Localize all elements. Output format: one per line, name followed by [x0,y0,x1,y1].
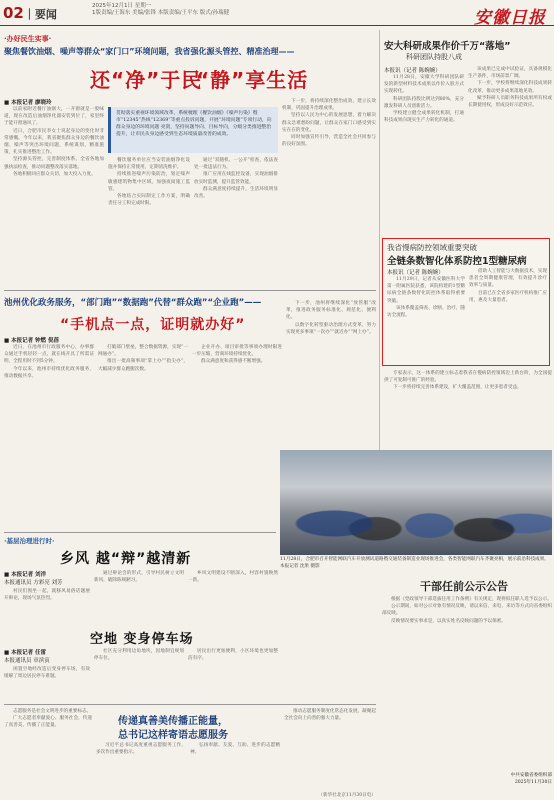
top-right-body-col1: 11月28日，安徽大学科研团队研发的新型材料技术成果以作价入股方式实现转化。 科研团队持股比例达到80%，充分激发科研人员创新活力。 学校建立健全成果转化机制，打通科技成果向现实生产力转化的通道。 [384,75,464,124]
top-right-subheadline: 科研团队持股八成 [406,53,462,61]
lead-body-col3: 通过“双随机、一公开”检查，依法查处一批违法行为。 推广应用在线监控设备，实现油烟排放实时监测，提升监管效能。 群众满意度持续提升，生活环境明显改善。 [194,158,278,200]
masthead [0,0,554,26]
section4-byline2: 本报通讯员 章滨寅 [4,658,50,664]
lead-kicker: ·办好民生实事· [4,35,52,43]
section5-headline1: 传递真善美传播正能量， [118,716,228,727]
section3-headline: 乡风 越“辩”越清新 [60,551,192,567]
issue-date: 2025年12月1日 星期一 [92,3,152,9]
feature-kicker: 我省慢病防控领域重要突破 [387,243,477,252]
section2-byline: ■ 本报记者 钟燃 倪蓓 [4,338,59,344]
lead-byline: ■ 本报记者 廖晓玲 [4,100,52,106]
notice-body: 根据《党政领导干部选拔任用工作条例》有关规定，现将拟任职人选予以公示。 公示期间，如对公示对象有情况反映，请以来信、来电、来访等方式向省委组织部反映。 反映情况要实事求是，以真实姓名反映问题的予以保密。 [382,597,552,624]
lead-body-col2: 餐饮服务单位应当安装油烟净化设施并保持正常使用，定期清洗维护。 持续推进噪声污染防治，划定噪声敏感建筑物集中区域，加强夜间施工监管。 各地结合实际制定工作方案，明确责任分工和完成时限。 [108,158,190,207]
section5-headline2: 总书记这样寄语志愿服务 [118,730,228,741]
feature-continued: 专家表示，这一体系的建立标志着我省在慢病防控领域迈上新台阶，为全国提供了可复制可推广的经验。 下一步将持续完善体系建设，扩大覆盖范围，让更多患者受益。 [384,371,552,391]
section4-body-col2: 社区充分利用边角地块，因地制宜规划停车位。 [94,649,184,662]
feature-byline: 本报讯（记者 陈婉婉） [387,270,444,276]
section2-body-col3: 企业开办、项目审批等事项办理时限进一步压缩，营商环境持续优化。 群众满意度和获得感不断增强。 [192,345,282,365]
dateline [92,3,229,17]
lead-headline-part1: 还“净”于民 [90,68,203,92]
section4-headline: 空地 变身停车场 [90,632,194,647]
section5-body-col1: 志愿服务是社会文明进步的重要标志。 广大志愿者奉献爱心、服务社会，传递了真善美、传播了正能量。 [4,709,92,729]
top-right-headline: 安大科研成果作价千万“落地” [384,41,511,52]
top-right-body-col2: 该成果已完成中试验证，具备规模化生产条件，市场前景广阔。 下一步，学校将继续深化科技成果转化改革，推动更多成果落地见效。 赋予科研人员职务科技成果所有权或长期使用权，形成良好示范效应。 [468,67,552,109]
editor-credits: 1版责编/王海东 美编/张锋 本版责编/王平东 版式/孙瑞健 [92,10,230,16]
section3-byline1: ■ 本报记者 刘洋 [4,572,47,578]
lead-body-col4: 下一步，将持续深化整治成效，建立长效机制，巩固提升治理成果。 坚持以人民为中心的发展思想，着力解决群众急难愁盼问题，让群众在家门口感受到实实在在的变化。 同时加强宣传引导，营造全社会共同参与的良好氛围。 [282,99,376,148]
section3-body-col3: 乡风文明建设不断深入，村容村貌焕然一新。 [188,571,278,584]
section2-subtitle: 池州优化政务服务，“部门跑”“数据跑”代替“群众跑”“企业跑”—— [4,298,262,308]
page-number: 02｜要闻 [3,4,57,22]
news-photo [280,450,552,555]
lead-summary: 贯彻落实重视环境领域改革，系统梳理《餐饮油烟》《噪声污染》暨市“12345”热线“12369”等重点投诉问题，开展“环境问题”专项行动，向群众身边的环境问题 亮剑，坚持问题导向、目标导向，分级分类推进整治提升，让市民从身边感受到生态环境质量改善的成效。 [116,111,272,137]
section5-source-note: （新华社北京11月30日电） [318,793,376,798]
section3-body-col2: 通过辩论会的形式，引导村民树立文明新风，破除陈规陋习。 [94,571,184,584]
section2-body-col4: 下一步，池州将继续深化“放管服”改革，推进政务服务标准化、规范化、便利化。 以数字化转型驱动治理方式变革，努力实现更多事项“一次办”“就近办”“网上办”。 [286,301,376,335]
photo-caption: 11月28日，合肥市召开智能网联汽车开放测试道路暨交通装备制造业现场推进会，各类智能网联汽车齐聚亮相，展示前沿科技成果。本报记者 沈果 摄影 [280,557,549,569]
section5-body-col2: 习近平总书记高度重视志愿服务工作，多次作出重要指示。 [96,743,186,756]
feature-article-box [382,238,550,366]
top-right-byline: 本报讯（记者 陈婉婉） [384,68,441,74]
notice-headline: 干部任前公示公告 [420,580,508,593]
section2-body-col2: 打破部门壁垒，整合数据资源，实现“一网通办”。 推出一批高频事项“掌上办”“指尖办”，大幅减少群众跑腿次数。 [98,345,188,372]
feature-body-col2: 借助人工智能与大数据技术，实现患者全周期健康管理，有效提升诊疗效率与质量。 目前已在全省多家医疗机构推广应用，惠及大量患者。 [469,269,547,303]
section5-body-col4: 推动志愿服务制度化常态化发展，凝聚起全社会向上向善的强大力量。 [284,709,376,722]
section4-body-col1: 闲置空地经改造后变身停车场，有效缓解了周边居民停车难题。 [4,667,90,680]
section3-body-col1: 村民们围坐一起，就移风易俗话题展开辩论，现场气氛热烈。 [4,589,90,602]
newspaper-logo: 安徽日报 [474,8,546,28]
section2-headline: “手机点一点，证明就办好” [60,317,246,333]
section3-tag: ·基层治理进行时· [4,537,55,545]
lead-summary-box [108,107,278,153]
feature-headline: 全链条数智化体系防控1型糖尿病 [387,256,527,267]
section3-byline2: 本报通讯员 方彩亮 刘芳 [4,580,63,586]
lead-subtitle: 聚焦餐饮油烟、噪声等群众“家门口”环境问题，我省强化源头管控、精准治理—— [4,47,295,56]
feature-body-col1: 11月29日，记者从安徽医科大学第一附属医院获悉，该院构建的1型糖尿病全链条数智化防控体系取得重要突破。 该体系覆盖筛查、诊断、治疗、随访全流程。 [387,277,465,319]
lead-headline-part2: “静”享生活 [196,68,309,92]
section5-body-col3: 弘扬奉献、友爱、互助、进步的志愿精神。 [190,743,280,756]
section2-body-col1: 近日，在池州市行政服务中心，办事群众通过手机轻轻一点，就在线开具了所需证明，全程用时不到5分钟。 今年以来，池州市持续优化政务服务，推动数据共享。 [4,345,94,379]
section4-body-col3: 居民出行更加便利，小区环境也更加整洁有序。 [188,649,278,662]
section4-byline1: ■ 本报记者 任雷 [4,650,47,656]
lead-body-col1: 以前家附近餐厅油烟大，一开窗就是一股味道，现在改造后油烟净化器安装到位了，家里终于能开窗通风了。 近日，合肥市民李女士说起身边的变化时非常感慨。今年以来，我省聚焦群众身边的餐饮油烟、噪声等突出环境问题，系统谋划，精准施策，扎实推进整治工作。 坚持源头管控，完善制度体系。全省各地加强执法检查，推动问题整改落实落地。 各地积极回应群众关切，加大投入力度。 [4,107,104,177]
notice-signature: 中共安徽省委组织部 2025年11月30日 [510,773,552,786]
